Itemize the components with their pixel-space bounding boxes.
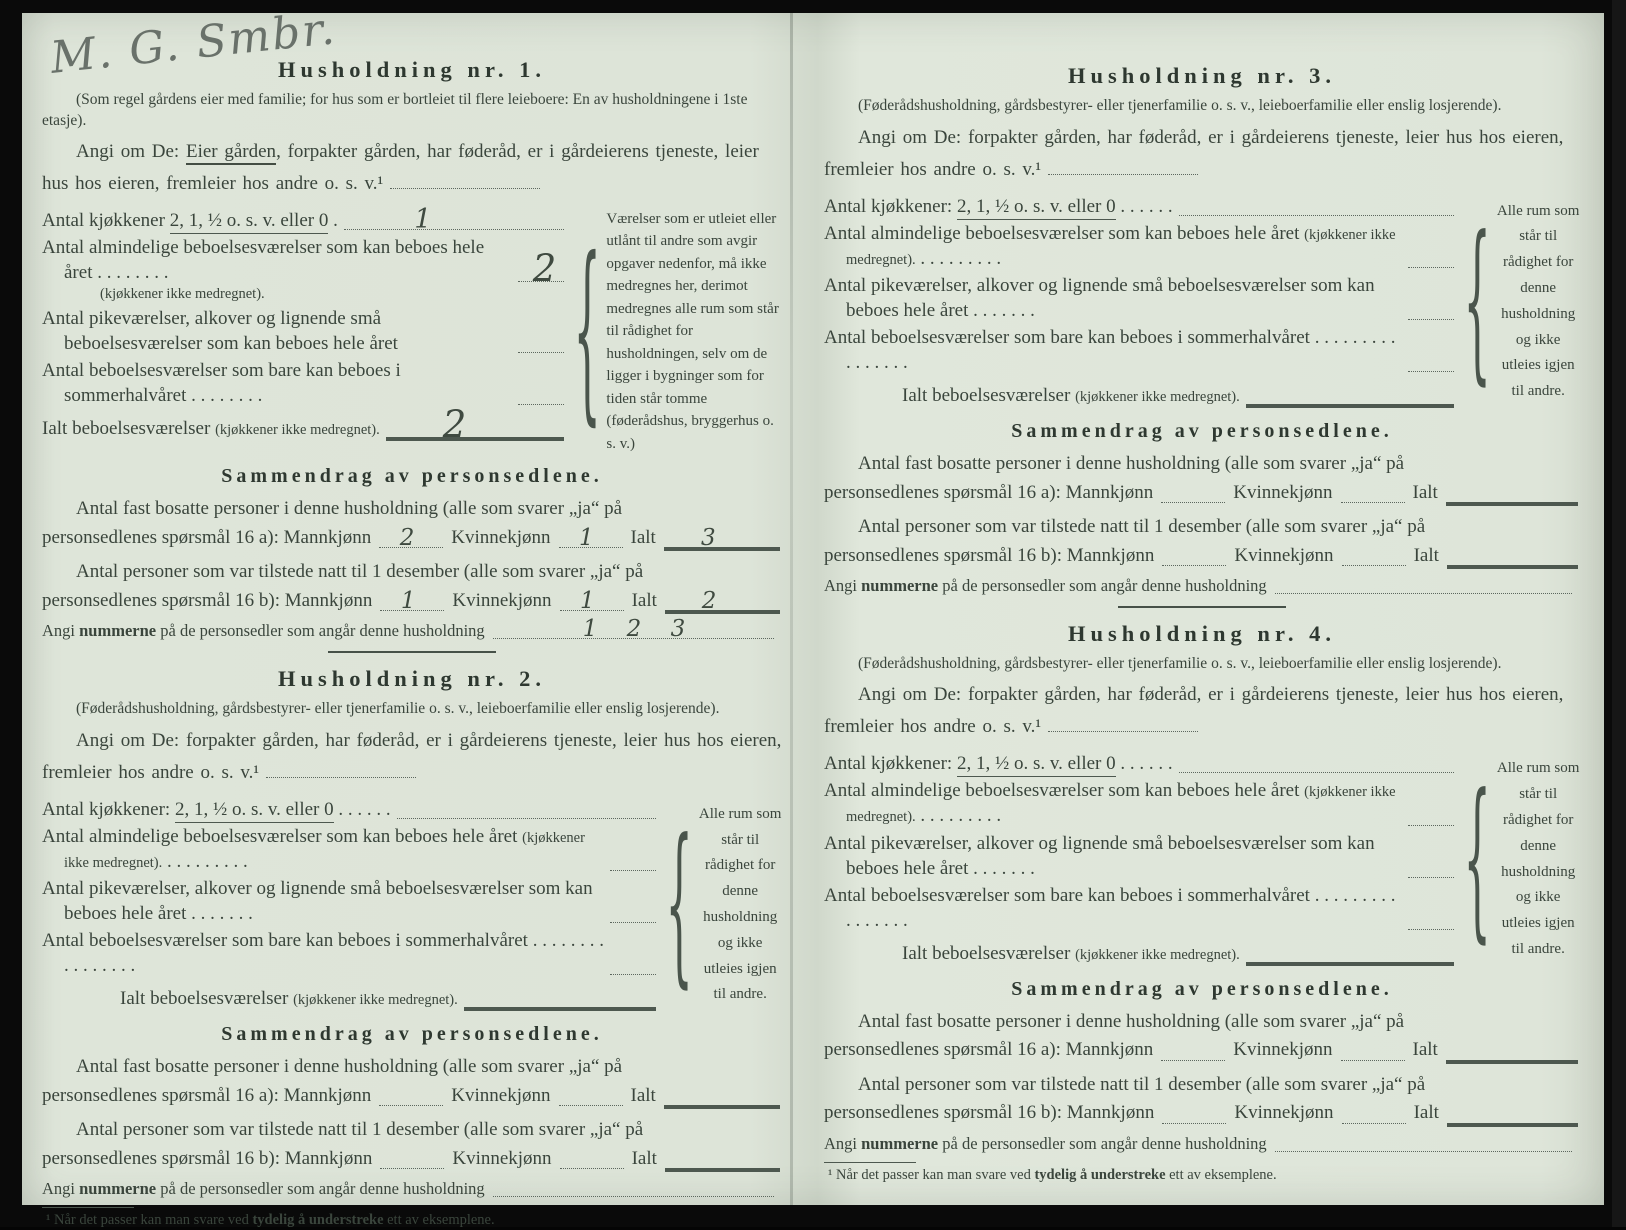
household-1-title: Husholdning nr. 1. xyxy=(277,57,546,82)
footnote-block xyxy=(824,1162,1580,1185)
present-count-fields: personsedlenes spørsmål 16 b): Mannkjønn Kvinnekjønn Ialt xyxy=(42,1145,782,1174)
total-count-field: 3 xyxy=(664,533,780,548)
summary-title: Sammendrag av personsedlene. xyxy=(221,465,603,488)
men-count-field xyxy=(1161,488,1225,503)
women-count-field xyxy=(560,1154,624,1169)
present-count-line: Antal personer som var tilstede natt til 1 desember (alle som svarer „ja“ på xyxy=(858,516,1426,538)
total-rooms-field xyxy=(464,993,656,1008)
person-numbers-field xyxy=(493,616,774,643)
ordinary-rooms-row: Antal almindelige beboelsesværelser som kan beboes hele året . . . . . . . . 2 xyxy=(42,235,564,285)
person-numbers-field xyxy=(1275,1137,1572,1152)
kitchens-row: Antal kjøkkener: 2, 1, ½ o. s. v. eller 0 . . . . . . xyxy=(824,751,1454,776)
summer-rooms-row: Antal beboelsesværelser som bare kan beboes i sommerhalvåret . . . . . . . . . . . . . . . . xyxy=(824,325,1454,375)
women-count-field xyxy=(1341,488,1405,503)
women-count-field: 1 xyxy=(559,533,623,548)
household-3-title: Husholdning nr. 3. xyxy=(1067,63,1336,88)
tenure-fill-line xyxy=(390,176,540,189)
household-3-section xyxy=(824,61,1580,597)
women-count-field xyxy=(1342,1109,1406,1124)
men-count-field xyxy=(380,1154,444,1169)
summary-title: Sammendrag av personsedlene. xyxy=(1011,420,1393,443)
household-1-instruction xyxy=(42,136,782,200)
footnote-text: ¹ Når det passer kan man svare ved tydelig å understreke ett av eksemplene. xyxy=(46,1211,495,1228)
men-count-field xyxy=(1162,551,1226,566)
household-4-instruction: Angi om De: forpakter gården, har føderåd, er i gårdeierens tjeneste, leier hus hos eieren, fremleier hos andre o. s. v.¹ xyxy=(824,684,1564,738)
census-form-sheet xyxy=(22,3,1604,1228)
maid-rooms-row: Antal pikeværelser, alkover og lignende små beboelsesværelser som kan beboes hele året . . . . . . . xyxy=(824,831,1454,881)
kitchens-count-field xyxy=(344,204,564,236)
total-rooms-field xyxy=(1246,390,1454,405)
kitchens-excluded-note: (kjøkkener ikke medregnet). xyxy=(100,286,265,303)
men-count-field xyxy=(1162,1109,1226,1124)
resident-count-fields: personsedlenes spørsmål 16 a): Mannkjønn 2 Kvinnekjønn 1 Ialt 3 xyxy=(42,524,782,553)
resident-count-line: Antal fast bosatte personer i denne husholdning (alle som svarer „ja“ på xyxy=(76,498,623,520)
brace-icon: { xyxy=(1463,199,1491,401)
instruction-lead: Angi om De: xyxy=(76,141,180,163)
maid-rooms-count-field xyxy=(518,338,564,353)
total-rooms-row: Ialt beboelsesværelser (kjøkkener ikke medregnet). xyxy=(902,383,1454,408)
present-count-line: Antal personer som var tilstede natt til 1 desember (alle som svarer „ja“ på xyxy=(76,1119,644,1141)
kitchens-count-field xyxy=(1179,201,1454,216)
women-count-field xyxy=(559,1091,623,1106)
section-divider xyxy=(1118,606,1286,608)
women-count-field xyxy=(1342,551,1406,566)
section-divider xyxy=(328,651,496,653)
household-2-rooms-block xyxy=(42,797,782,1014)
total-rooms-row: Ialt beboelsesværelser (kjøkkener ikke medregnet). xyxy=(902,941,1454,966)
resident-count-fields: personsedlenes spørsmål 16 a): Mannkjønn Kvinnekjønn Ialt xyxy=(824,479,1580,508)
kitchens-count-field xyxy=(397,804,656,819)
page-fold xyxy=(790,13,793,1205)
household-3-rooms-block xyxy=(824,194,1580,411)
summer-rooms-count-field xyxy=(610,960,656,975)
total-count-field xyxy=(1447,551,1578,566)
person-numbers-row: Angi nummerne på de personsedler som angår denne husholdning 1 2 3 xyxy=(42,620,782,642)
household-4-rooms-block xyxy=(824,751,1580,968)
household-4-subtitle: (Føderådshusholdning, gårdsbestyrer- eller tjenerfamilie o. s. v., leieboerfamilie eller enslig losjerende). xyxy=(858,655,1502,673)
household-2-section xyxy=(42,664,782,1200)
handwritten-value: 2 xyxy=(442,403,467,447)
person-numbers-row: Angi nummerne på de personsedler som angår denne husholdning xyxy=(824,1133,1580,1155)
ordinary-rooms-row: Antal almindelige beboelsesværelser som kan beboes hele året (kjøkkener ikke medregnet). . . . . . . . . . xyxy=(42,824,656,874)
tenure-fill-line xyxy=(266,765,416,778)
person-numbers-field xyxy=(493,1182,774,1197)
household-3-subtitle: (Føderådshusholdning, gårdsbestyrer- eller tjenerfamilie o. s. v., leieboerfamilie eller enslig losjerende). xyxy=(858,97,1502,115)
maid-rooms-count-field xyxy=(1408,863,1454,878)
total-rooms-field xyxy=(386,403,564,447)
summer-rooms-count-field xyxy=(1408,915,1454,930)
brace-icon: { xyxy=(1463,756,1491,959)
maid-rooms-row: Antal pikeværelser, alkover og lignende små beboelsesværelser som kan beboes hele året . . . . . . . xyxy=(824,273,1454,323)
total-count-field xyxy=(1447,1109,1578,1124)
men-count-field: 1 xyxy=(380,596,444,611)
present-count-line: Antal personer som var tilstede natt til 1 desember (alle som svarer „ja“ på xyxy=(76,561,644,583)
rooms-side-note: { Alle rum som står til rådighet for denne husholdning og ikke utleies igjen til andre. xyxy=(1458,751,1580,968)
ordinary-rooms-row: Antal almindelige beboelsesværelser som kan beboes hele året (kjøkkener ikke medregnet). . . . . . . . . . xyxy=(824,778,1454,828)
maid-rooms-row: Antal pikeværelser, alkover og lignende små beboelsesværelser som kan beboes hele året xyxy=(42,306,564,356)
total-rooms-row: Ialt beboelsesværelser (kjøkkener ikke medregnet). xyxy=(120,986,656,1011)
women-count-field: 1 xyxy=(560,596,624,611)
kitchens-row: Antal kjøkkener 2, 1, ½ o. s. v. eller 0 . 1 xyxy=(42,208,564,233)
total-rooms-row: Ialt beboelsesværelser (kjøkkener ikke medregnet). 2 xyxy=(42,416,564,441)
present-count-fields: personsedlenes spørsmål 16 b): Mannkjønn Kvinnekjønn Ialt xyxy=(824,542,1580,571)
person-numbers-row: Angi nummerne på de personsedler som angår denne husholdning xyxy=(42,1178,782,1200)
ordinary-rooms-count-field xyxy=(1408,253,1454,268)
household-4-title: Husholdning nr. 4. xyxy=(1067,620,1336,646)
household-1-section xyxy=(42,55,782,642)
household-2-subtitle: (Føderådshusholdning, gårdsbestyrer- eller tjenerfamilie o. s. v., leieboerfamilie eller enslig losjerende). xyxy=(76,700,720,718)
men-count-field xyxy=(1161,1046,1225,1061)
footnote-text: ¹ Når det passer kan man svare ved tydelig å understreke ett av eksemplene. xyxy=(828,1166,1277,1183)
total-count-field xyxy=(665,1154,780,1169)
brace-icon: { xyxy=(665,802,693,1004)
underlined-answer: Eier gården xyxy=(186,141,276,165)
present-count-fields: personsedlenes spørsmål 16 b): Mannkjønn 1 Kvinnekjønn 1 Ialt 2 xyxy=(42,587,782,616)
handwritten-value: 2 xyxy=(532,247,557,291)
instruction-rest: , forpakter gården, har føderåd, er i gårdeierens tjeneste, leier hus hos eieren, fremleier hos andre o. s. v.¹ xyxy=(42,141,759,195)
ordinary-rooms-count-field xyxy=(518,247,564,291)
rooms-side-note: { Værelser som er utleiet eller utlånt til andre som avgir opgaver nedenfor, må ikke medregnes her, derimot medregnes alle rum som står til rådighet for husholdningen, selv om de ligger i bygninger som for tiden står tomme (føderådshus, bryggerhus o. s. v.) xyxy=(568,208,782,456)
household-4-section xyxy=(824,619,1580,1155)
kitchens-row: Antal kjøkkener: 2, 1, ½ o. s. v. eller 0 . . . . . . xyxy=(42,797,656,822)
kitchens-row: Antal kjøkkener: 2, 1, ½ o. s. v. eller 0 . . . . . . xyxy=(824,194,1454,219)
maid-rooms-count-field xyxy=(610,908,656,923)
maid-rooms-row: Antal pikeværelser, alkover og lignende små beboelsesværelser som kan beboes hele året . . . . . . . xyxy=(42,876,656,926)
handwritten-value: 1 xyxy=(414,204,432,236)
brace-icon: { xyxy=(573,216,601,443)
total-rooms-field xyxy=(1246,948,1454,963)
person-numbers-field xyxy=(1275,579,1572,594)
footnote-rule xyxy=(824,1162,916,1163)
summer-rooms-count-field xyxy=(518,390,564,405)
summer-rooms-row: Antal beboelsesværelser som bare kan beboes i sommerhalvåret . . . . . . . . . . . . . . . . xyxy=(42,928,656,978)
summary-title: Sammendrag av personsedlene. xyxy=(1011,977,1393,1000)
handwritten-signature: M. G. Smbr. xyxy=(48,3,339,84)
right-page xyxy=(818,13,1588,1205)
ordinary-rooms-row: Antal almindelige beboelsesværelser som kan beboes hele året (kjøkkener ikke medregnet). . . . . . . . . . xyxy=(824,221,1454,271)
household-2-title: Husholdning nr. 2. xyxy=(277,666,546,692)
kitchens-count-field xyxy=(1179,758,1454,773)
resident-count-line: Antal fast bosatte personer i denne husholdning (alle som svarer „ja“ på xyxy=(858,1010,1405,1032)
total-count-field xyxy=(664,1091,780,1106)
resident-count-fields: personsedlenes spørsmål 16 a): Mannkjønn Kvinnekjønn Ialt xyxy=(42,1082,782,1111)
men-count-field xyxy=(379,1091,443,1106)
handwritten-value: 1 2 3 xyxy=(582,616,697,643)
summer-rooms-count-field xyxy=(1408,357,1454,372)
resident-count-line: Antal fast bosatte personer i denne husholdning (alle som svarer „ja“ på xyxy=(858,453,1405,475)
present-count-line: Antal personer som var tilstede natt til 1 desember (alle som svarer „ja“ på xyxy=(858,1073,1426,1095)
ordinary-rooms-count-field xyxy=(610,856,656,871)
person-numbers-row: Angi nummerne på de personsedler som angår denne husholdning xyxy=(824,575,1580,597)
tenure-fill-line xyxy=(1048,719,1198,732)
household-1-subtitle: (Som regel gårdens eier med familie; for hus som er bortleiet til flere leieboere: En av husholdningene i 1ste etasje). xyxy=(42,91,748,129)
tenure-fill-line xyxy=(1048,162,1198,175)
ordinary-rooms-count-field xyxy=(1408,811,1454,826)
summary-title: Sammendrag av personsedlene. xyxy=(221,1023,603,1046)
women-count-field xyxy=(1341,1046,1405,1061)
footnote-block xyxy=(42,1207,782,1230)
footnote-rule xyxy=(42,1207,134,1208)
household-2-instruction: Angi om De: forpakter gården, har føderåd, er i gårdeierens tjeneste, leier hus hos eieren, fremleier hos andre o. s. v.¹ xyxy=(42,729,782,783)
total-count-field: 2 xyxy=(665,596,780,611)
resident-count-fields: personsedlenes spørsmål 16 a): Mannkjønn Kvinnekjønn Ialt xyxy=(824,1036,1580,1065)
household-3-instruction: Angi om De: forpakter gården, har føderåd, er i gårdeierens tjeneste, leier hus hos eieren, fremleier hos andre o. s. v.¹ xyxy=(824,126,1564,180)
summer-rooms-row: Antal beboelsesværelser som bare kan beboes i sommerhalvåret . . . . . . . . . . . . . . . . xyxy=(824,883,1454,933)
total-count-field xyxy=(1446,1046,1578,1061)
summer-rooms-row: Antal beboelsesværelser som bare kan beboes i sommerhalvåret . . . . . . . . xyxy=(42,358,564,408)
household-1-rooms-block xyxy=(42,204,782,456)
maid-rooms-count-field xyxy=(1408,305,1454,320)
total-count-field xyxy=(1446,488,1578,503)
resident-count-line: Antal fast bosatte personer i denne husholdning (alle som svarer „ja“ på xyxy=(76,1056,623,1078)
left-page xyxy=(36,3,786,1228)
rooms-side-note: { Alle rum som står til rådighet for denne husholdning og ikke utleies igjen til andre. xyxy=(660,797,782,1014)
rooms-side-note: { Alle rum som står til rådighet for denne husholdning og ikke utleies igjen til andre. xyxy=(1458,194,1580,411)
present-count-fields: personsedlenes spørsmål 16 b): Mannkjønn Kvinnekjønn Ialt xyxy=(824,1099,1580,1128)
men-count-field: 2 xyxy=(379,533,443,548)
